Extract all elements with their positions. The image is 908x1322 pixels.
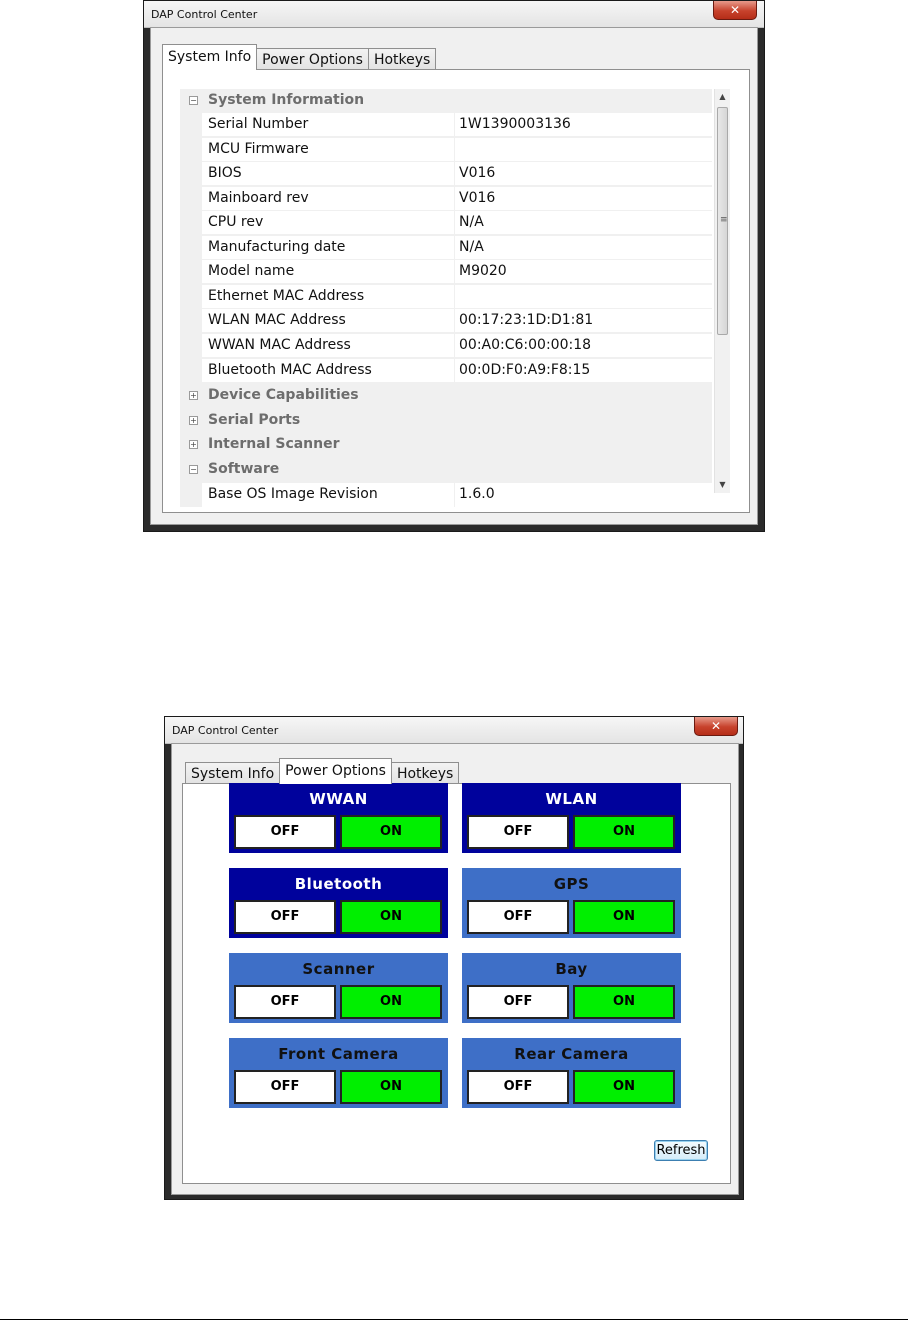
device-name: Rear Camera <box>514 1045 629 1063</box>
property-value: 1W1390003136 <box>459 116 571 132</box>
refresh-button[interactable]: Refresh <box>654 1140 708 1161</box>
power-tile-bay <box>462 953 681 1023</box>
property-value: V016 <box>459 165 496 181</box>
property-name: BIOS <box>208 165 242 181</box>
power-tile-bluetooth <box>229 868 448 938</box>
property-value: M9020 <box>459 263 507 279</box>
on-button[interactable]: ON <box>573 985 675 1019</box>
device-name: GPS <box>553 875 590 893</box>
collapse-icon[interactable]: − <box>190 465 197 474</box>
property-value: V016 <box>459 190 496 206</box>
on-button[interactable]: ON <box>340 900 442 934</box>
property-row[interactable] <box>180 236 712 260</box>
expand-icon[interactable]: + <box>190 440 197 449</box>
close-icon: ✕ <box>729 3 741 17</box>
property-row[interactable] <box>180 211 712 235</box>
off-button[interactable]: OFF <box>234 900 336 934</box>
category-label: Software <box>208 461 280 477</box>
property-value: N/A <box>459 214 484 230</box>
grip-icon: ≡ <box>720 215 728 225</box>
close-button[interactable] <box>694 717 738 736</box>
device-name: WLAN <box>545 790 598 808</box>
title-bar[interactable] <box>144 1 764 28</box>
power-tile-wwan <box>229 783 448 853</box>
power-tile-wlan <box>462 783 681 853</box>
window-title: DAP Control Center <box>151 8 258 21</box>
property-name: Manufacturing date <box>208 239 346 255</box>
scrollbar-thumb[interactable] <box>717 107 728 335</box>
property-name: WWAN MAC Address <box>208 337 351 353</box>
tab-hotkeys[interactable]: Hotkeys <box>391 762 459 784</box>
tab-strip <box>185 758 458 784</box>
category-device-capabilities[interactable] <box>180 384 712 408</box>
property-value: 00:0D:F0:A9:F8:15 <box>459 362 591 378</box>
on-button[interactable]: ON <box>340 1070 442 1104</box>
property-row[interactable] <box>180 187 712 211</box>
off-button[interactable]: OFF <box>467 1070 569 1104</box>
page-divider <box>0 1319 908 1320</box>
scroll-down-arrow-icon[interactable]: ▼ <box>719 480 726 489</box>
off-button[interactable]: OFF <box>467 900 569 934</box>
device-name: WWAN <box>309 790 368 808</box>
power-tile-rear-camera <box>462 1038 681 1108</box>
property-row[interactable] <box>180 359 712 383</box>
category-label: Serial Ports <box>208 412 301 428</box>
property-value: N/A <box>459 239 484 255</box>
category-label: Internal Scanner <box>208 436 340 452</box>
on-button[interactable]: ON <box>573 1070 675 1104</box>
property-name: CPU rev <box>208 214 264 230</box>
category-label: System Information <box>208 92 365 108</box>
device-name: Bluetooth <box>294 875 383 893</box>
power-tile-gps <box>462 868 681 938</box>
device-name: Scanner <box>302 960 375 978</box>
property-row[interactable] <box>180 309 712 333</box>
property-row[interactable] <box>180 162 712 186</box>
property-row[interactable] <box>180 113 712 137</box>
property-name: Serial Number <box>208 116 309 132</box>
title-bar[interactable] <box>165 717 743 744</box>
property-row[interactable] <box>180 138 712 162</box>
close-button[interactable] <box>713 1 757 20</box>
property-value: 00:A0:C6:00:00:18 <box>459 337 592 353</box>
tab-strip <box>162 44 435 70</box>
expand-icon[interactable]: + <box>190 391 197 400</box>
device-name: Bay <box>555 960 588 978</box>
tab-power-options[interactable]: Power Options <box>256 48 369 70</box>
tab-hotkeys[interactable]: Hotkeys <box>368 48 436 70</box>
property-row[interactable] <box>180 334 712 358</box>
on-button[interactable]: ON <box>573 815 675 849</box>
device-name: Front Camera <box>278 1045 399 1063</box>
vertical-scrollbar[interactable] <box>714 89 730 493</box>
property-name: Model name <box>208 263 295 279</box>
power-tile-front-camera <box>229 1038 448 1108</box>
property-row[interactable] <box>180 260 712 284</box>
category-system-information[interactable] <box>180 89 712 113</box>
tab-power-options[interactable]: Power Options <box>279 758 392 784</box>
close-icon: ✕ <box>710 719 722 733</box>
scroll-up-arrow-icon[interactable]: ▲ <box>719 92 726 101</box>
collapse-icon[interactable]: − <box>190 96 197 105</box>
off-button[interactable]: OFF <box>234 815 336 849</box>
property-grid <box>180 89 712 502</box>
on-button[interactable]: ON <box>340 815 442 849</box>
property-name: Bluetooth MAC Address <box>208 362 372 378</box>
property-name: Mainboard rev <box>208 190 309 206</box>
off-button[interactable]: OFF <box>234 1070 336 1104</box>
category-label: Device Capabilities <box>208 387 359 403</box>
on-button[interactable]: ON <box>340 985 442 1019</box>
category-serial-ports[interactable] <box>180 409 712 433</box>
property-name: Ethernet MAC Address <box>208 288 365 304</box>
on-button[interactable]: ON <box>573 900 675 934</box>
expand-icon[interactable]: + <box>190 416 197 425</box>
property-row-base-os[interactable] <box>180 483 712 507</box>
property-name: WLAN MAC Address <box>208 312 346 328</box>
off-button[interactable]: OFF <box>467 815 569 849</box>
window-title: DAP Control Center <box>172 724 279 737</box>
tab-system-info[interactable]: System Info <box>162 44 257 70</box>
tab-system-info[interactable]: System Info <box>185 762 280 784</box>
category-internal-scanner[interactable] <box>180 433 712 457</box>
property-name: Base OS Image Revision <box>208 486 378 502</box>
property-value: 1.6.0 <box>459 486 495 502</box>
off-button[interactable]: OFF <box>467 985 569 1019</box>
property-value: 00:17:23:1D:D1:81 <box>459 312 594 328</box>
property-row[interactable] <box>180 285 712 309</box>
property-name: MCU Firmware <box>208 141 309 157</box>
off-button[interactable]: OFF <box>234 985 336 1019</box>
power-tile-scanner <box>229 953 448 1023</box>
category-software[interactable] <box>180 458 712 482</box>
